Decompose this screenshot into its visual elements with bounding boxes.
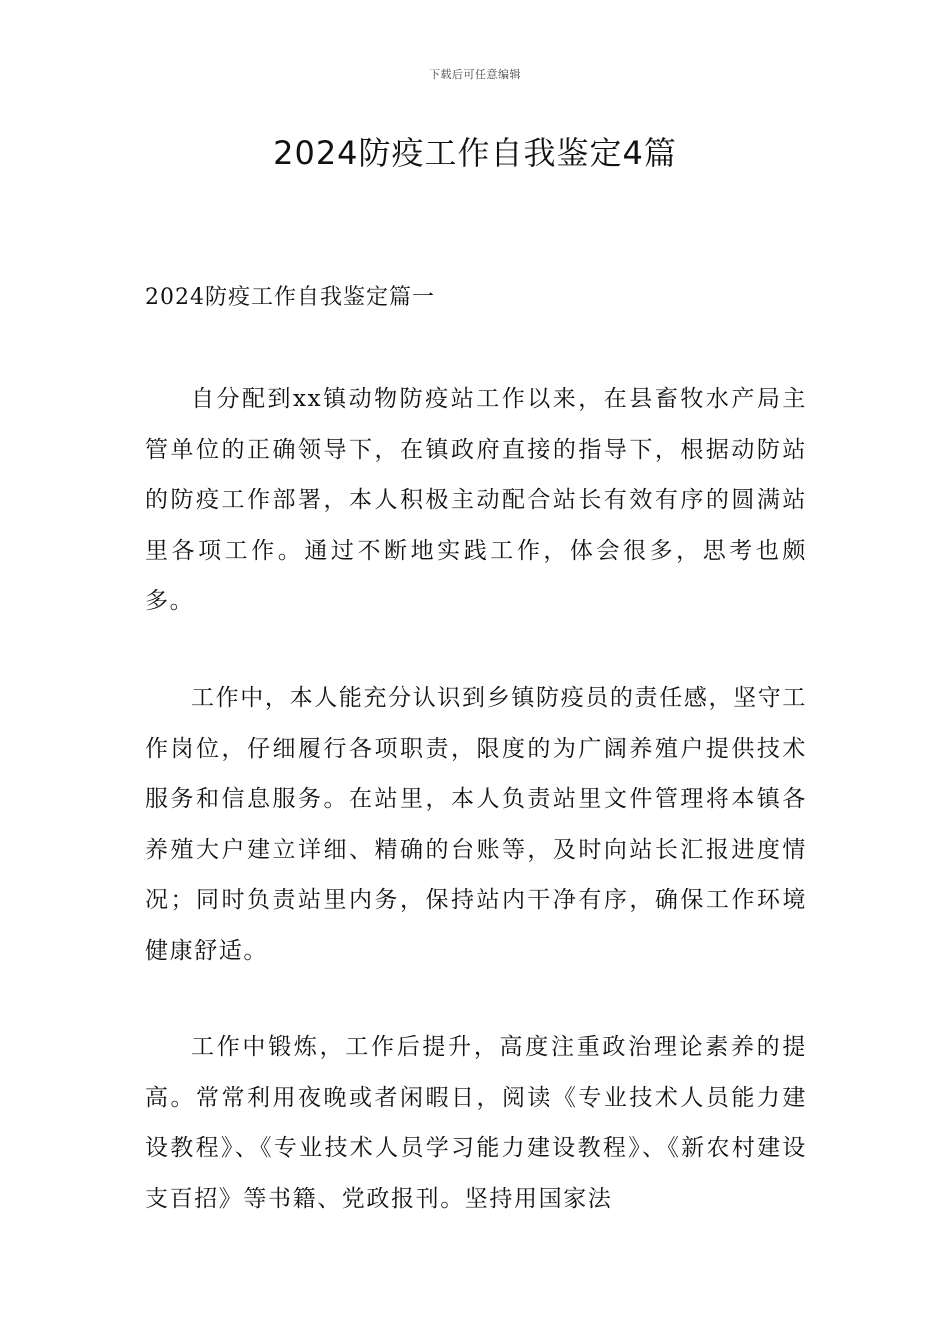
- section-heading: 2024防疫工作自我鉴定篇一: [145, 285, 435, 310]
- document-title: 2024防疫工作自我鉴定4篇: [273, 134, 677, 172]
- paragraph-2: 工作中，本人能充分认识到乡镇防疫员的责任感，坚守工作岗位，仔细履行各项职责，限度的为广阔养殖户提供技术服务和信息服务。在站里，本人负责站里文件管理将本镇各养殖大户建立详细、精确的台账等，及时向站长汇报进度情况；同时负责站里内务，保持站内干净有序，确保工作环境健康舒适。: [145, 685, 807, 964]
- paragraph-3: 工作中锻炼，工作后提升，高度注重政治理论素养的提高。常常利用夜晚或者闲暇日，阅读《专业技术人员能力建设教程》、《专业技术人员学习能力建设教程》、《新农村建设支百招》等书籍、党政报刊。坚持用国家法: [145, 1034, 807, 1212]
- header-note: 下载后可任意编辑: [429, 68, 521, 81]
- paragraph-1: 自分配到xx镇动物防疫站工作以来，在县畜牧水产局主管单位的正确领导下，在镇政府直接的指导下，根据动防站的防疫工作部署，本人积极主动配合站长有效有序的圆满站里各项工作。通过不断地实践工作，体会很多，思考也颇多。: [145, 386, 807, 614]
